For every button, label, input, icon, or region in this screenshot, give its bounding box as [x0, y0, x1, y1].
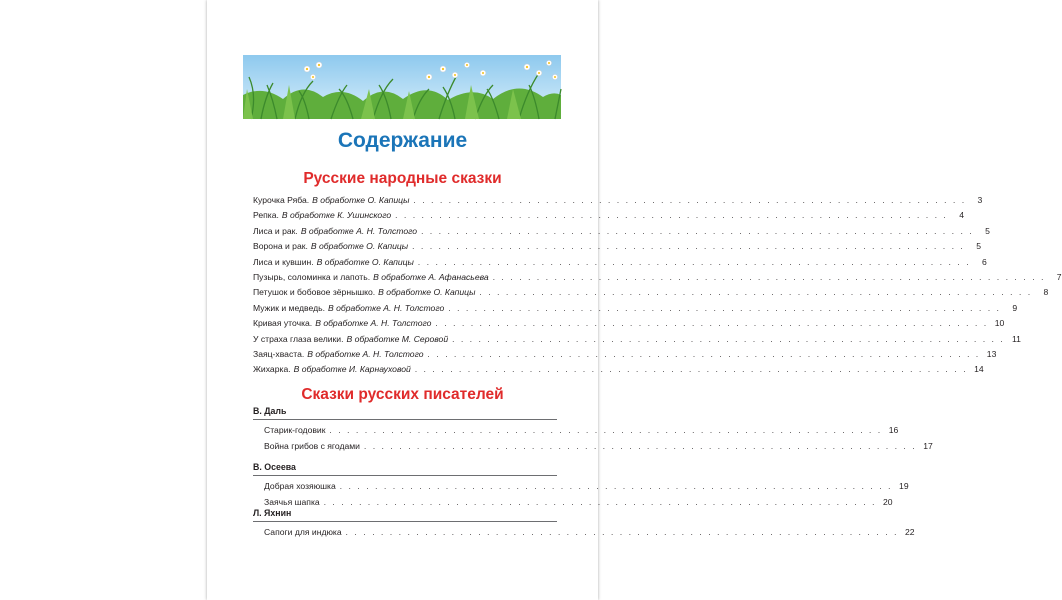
dot-leader: . . . . . . . . . . . . . . . . . . . . . . . . . . . . . . . . . . . . . . . . . . . . . . . . . . . . . . . . . . . . . . . [345, 528, 899, 537]
toc-entry-folk-9[interactable] [253, 314, 1005, 329]
toc-entry-adaptation: В обработке А. Н. Толстого [315, 318, 432, 329]
dot-leader: . . . . . . . . . . . . . . . . . . . . . . . . . . . . . . . . . . . . . . . . . . . . . . . . . . . . . . . . . . . . . . . [435, 319, 989, 329]
toc-entry-page-number: 20 [882, 496, 893, 507]
section-title-folk-tales: Русские народные сказки [303, 170, 502, 187]
toc-entry-adaptation: В обработке А. Н. Толстого [307, 349, 424, 359]
author-divider [253, 419, 557, 420]
dot-leader: . . . . . . . . . . . . . . . . . . . . . . . . . . . . . . . . . . . . . . . . . . . . . . . . . . . . . . . . . . . . . . . [329, 426, 883, 435]
toc-entry-page-number: 14 [974, 364, 984, 375]
toc-entry-folk-2[interactable] [253, 206, 964, 221]
toc-entry-page-number: 6 [981, 256, 987, 267]
toc-entry-title: Лиса и рак. [253, 225, 298, 236]
toc-entry-page-number: 5 [985, 225, 990, 236]
toc-entry-title: Добрая хозяюшка [264, 481, 336, 491]
toc-entry-folk-12[interactable] [253, 360, 984, 375]
toc-entry-title: Курочка Ряба. [253, 195, 310, 205]
toc-entry-writer-2-2[interactable] [264, 493, 893, 507]
toc-entry-page-number: 4 [959, 210, 964, 221]
toc-entry-title: Петушок и бобовое зёрнышко. [253, 287, 376, 298]
toc-entry-adaptation: В обработке М. Серовой [346, 333, 449, 344]
toc-entry-adaptation: В обработке К. Ушинского [281, 210, 392, 221]
toc-entry-adaptation: В обработке А. Афанасьева [373, 272, 489, 282]
toc-entry-folk-5[interactable] [253, 253, 987, 267]
toc-entry-page-number: 7 [1056, 272, 1062, 282]
toc-entry-page-number: 9 [1012, 302, 1018, 313]
dot-leader: . . . . . . . . . . . . . . . . . . . . . . . . . . . . . . . . . . . . . . . . . . . . . . . . . . . . . . . . . . . . . . . [413, 196, 967, 205]
author-name: В. Даль [253, 406, 287, 416]
toc-entry-folk-7[interactable] [253, 283, 1049, 298]
toc-entry-page-number: 19 [899, 481, 909, 491]
toc-entry-title: Война грибов с ягодами [264, 440, 360, 451]
toc-entry-title: Жихарка. [253, 364, 291, 375]
toc-entry-folk-6[interactable] [253, 268, 1062, 282]
toc-entry-adaptation: В обработке О. Капицы [316, 256, 414, 267]
toc-entry-adaptation: В обработке О. Капицы [378, 287, 476, 298]
toc-entry-title: Лиса и кувшин. [253, 256, 314, 267]
toc-entry-title: Ворона и рак. [253, 241, 308, 252]
toc-entry-writer-1-1[interactable] [264, 421, 899, 435]
toc-entry-folk-10[interactable] [253, 330, 1021, 344]
toc-entry-writer-2-1[interactable] [264, 477, 909, 491]
toc-entry-writer-3-1[interactable] [264, 523, 915, 537]
toc-entry-page-number: 13 [986, 349, 997, 359]
toc-entry-title: Заячья шапка [264, 496, 320, 507]
toc-entry-folk-11[interactable] [253, 345, 997, 359]
toc-entry-page-number: 11 [1012, 333, 1021, 344]
dot-leader: . . . . . . . . . . . . . . . . . . . . . . . . . . . . . . . . . . . . . . . . . . . . . . . . . . . . . . . . . . . . . . . [427, 350, 981, 359]
meadow-illustration [243, 55, 561, 119]
toc-entry-page-number: 16 [888, 425, 899, 435]
toc-entry-title: Заяц-хваста. [253, 349, 305, 359]
toc-entry-adaptation: В обработке А. Н. Толстого [328, 302, 445, 313]
toc-entry-page-number: 3 [977, 195, 983, 205]
dot-leader: . . . . . . . . . . . . . . . . . . . . . . . . . . . . . . . . . . . . . . . . . . . . . . . . . . . . . . . . . . . . . . . [448, 303, 1002, 313]
dot-leader: . . . . . . . . . . . . . . . . . . . . . . . . . . . . . . . . . . . . . . . . . . . . . . . . . . . . . . . . . . . . . . . [414, 365, 968, 375]
toc-entry-adaptation: В обработке А. Н. Толстого [300, 225, 418, 236]
dot-leader: . . . . . . . . . . . . . . . . . . . . . . . . . . . . . . . . . . . . . . . . . . . . . . . . . . . . . . . . . . . . . . . [339, 482, 893, 491]
toc-entry-folk-4[interactable] [253, 237, 981, 252]
dot-leader: . . . . . . . . . . . . . . . . . . . . . . . . . . . . . . . . . . . . . . . . . . . . . . . . . . . . . . . . . . . . . . . [412, 242, 965, 252]
toc-entry-title: Кривая уточка. [253, 318, 313, 329]
toc-entry-page-number: 10 [994, 318, 1005, 329]
toc-entry-folk-3[interactable] [253, 222, 990, 236]
dot-leader: . . . . . . . . . . . . . . . . . . . . . . . . . . . . . . . . . . . . . . . . . . . . . . . . . . . . . . . . . . . . . . . [492, 273, 1046, 282]
dot-leader: . . . . . . . . . . . . . . . . . . . . . . . . . . . . . . . . . . . . . . . . . . . . . . . . . . . . . . . . . . . . . . . [417, 257, 971, 267]
dot-leader: . . . . . . . . . . . . . . . . . . . . . . . . . . . . . . . . . . . . . . . . . . . . . . . . . . . . . . . . . . . . . . . [421, 226, 974, 236]
section-title-writers-tales: Сказки русских писателей [301, 386, 504, 403]
toc-entry-folk-1[interactable] [253, 191, 983, 205]
toc-entry-adaptation: В обработке И. Карнауховой [293, 364, 411, 375]
author-divider [253, 521, 557, 522]
dot-leader: . . . . . . . . . . . . . . . . . . . . . . . . . . . . . . . . . . . . . . . . . . . . . . . . . . . . . . . . . . . . . . . [323, 497, 877, 507]
dot-leader: . . . . . . . . . . . . . . . . . . . . . . . . . . . . . . . . . . . . . . . . . . . . . . . . . . . . . . . . . . . . . . . [479, 288, 1033, 298]
toc-entry-page-number: 5 [976, 241, 981, 252]
toc-entry-title: Мужик и медведь. [253, 302, 325, 313]
toc-entry-writer-1-2[interactable] [264, 437, 933, 451]
toc-entry-page-number: 22 [904, 527, 915, 537]
toc-title: Содержание [337, 129, 468, 152]
toc-entry-title: Пузырь, соломинка и лапоть. [253, 272, 371, 282]
author-name: В. Осеева [253, 462, 296, 472]
toc-entry-title: Сапоги для индюка [264, 527, 342, 537]
dot-leader: . . . . . . . . . . . . . . . . . . . . . . . . . . . . . . . . . . . . . . . . . . . . . . . . . . . . . . . . . . . . . . . [363, 441, 917, 451]
dot-leader: . . . . . . . . . . . . . . . . . . . . . . . . . . . . . . . . . . . . . . . . . . . . . . . . . . . . . . . . . . . . . . . [395, 211, 948, 221]
book-page [207, 0, 1062, 600]
dot-leader: . . . . . . . . . . . . . . . . . . . . . . . . . . . . . . . . . . . . . . . . . . . . . . . . . . . . . . . . . . . . . . . [452, 334, 1005, 344]
toc-entry-adaptation: В обработке О. Капицы [310, 241, 409, 252]
toc-entry-title: Старик-годовик [264, 425, 326, 435]
toc-entry-title: У страха глаза велики. [253, 333, 344, 344]
toc-entry-folk-8[interactable] [253, 299, 1018, 313]
toc-entry-adaptation: В обработке О. Капицы [312, 195, 410, 205]
author-name: Л. Яхнин [253, 508, 292, 518]
toc-entry-page-number: 17 [923, 440, 933, 451]
toc-entry-title: Репка. [253, 210, 279, 221]
author-divider [253, 475, 557, 476]
toc-entry-page-number: 8 [1043, 287, 1049, 298]
